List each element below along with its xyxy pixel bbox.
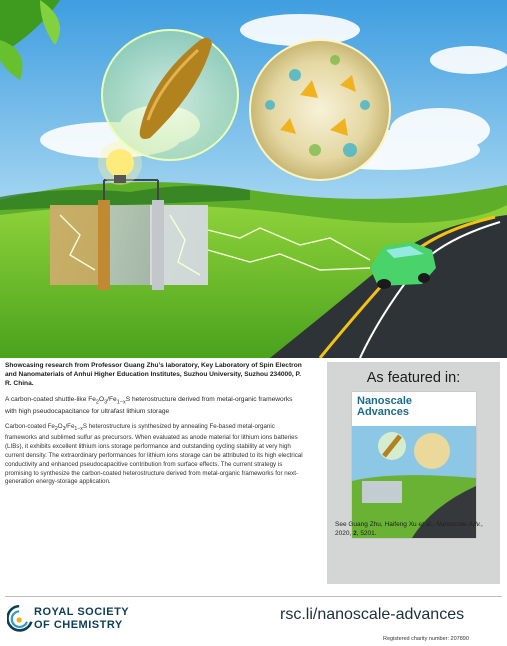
journal-cover[interactable] — [352, 392, 476, 538]
cover-title-line2: Advances — [357, 406, 409, 418]
featured-title: As featured in: — [366, 370, 461, 386]
rsc-logo-icon — [7, 604, 33, 636]
journal-url-link[interactable]: rsc.li/nanoscale-advances — [280, 606, 465, 623]
charity-number: Registered charity number: 207890 — [383, 636, 469, 642]
rsc-logo-line2: OF CHEMISTRY — [34, 619, 123, 631]
heterostructure-sphere — [250, 40, 390, 180]
abstract-text: Carbon-coated $Fe_2O_3/Fe_{1-x}S$ heterostructure is synthesized by annealing Fe-based metal-organic frameworks and sublimed sulfur as precursors. When evaluated as anode material for lithium ions batteries (LIBs), it exhibits excellent lithium ions storage performance and outstanding cycling stability at very high current density. The extraordinary performances for lithium ions storage can be attributed to its high electrical conductivity and enhanced pseudocapacitive contribution from surface effects. The current strategy is promising to synthesize the carbon-coated heterostructure derived from metal-organic frameworks for next-generation energy-storage application. — [5, 423, 303, 486]
footer-divider — [5, 596, 502, 597]
showcase-text: Showcasing research from Professor Guang Zhu’s laboratory, Key Laboratory of Spin Electron and Nanomaterials of Anhui Higher Education Institutes, Suzhou University, Suzhou 234000, P. R. China. — [5, 362, 302, 387]
paper-title: A carbon-coated shuttle-like $Fe_2O_3/Fe_{1-x}S$ heterostructure derived from metal-organic frameworks with high pseudocapacitance for ultrafast lithium storage — [5, 396, 293, 416]
citation: See Guang Zhu, Haifeng Xu et al., Nanoscale Adv., 2020, 2, 5201. — [335, 521, 483, 537]
rsc-logo-line1: ROYAL SOCIETY — [34, 606, 130, 618]
cover-title-line1: Nanoscale — [357, 395, 413, 407]
text-column — [5, 361, 305, 487]
shuttle-bubble — [102, 30, 238, 160]
featured-box — [327, 362, 500, 584]
